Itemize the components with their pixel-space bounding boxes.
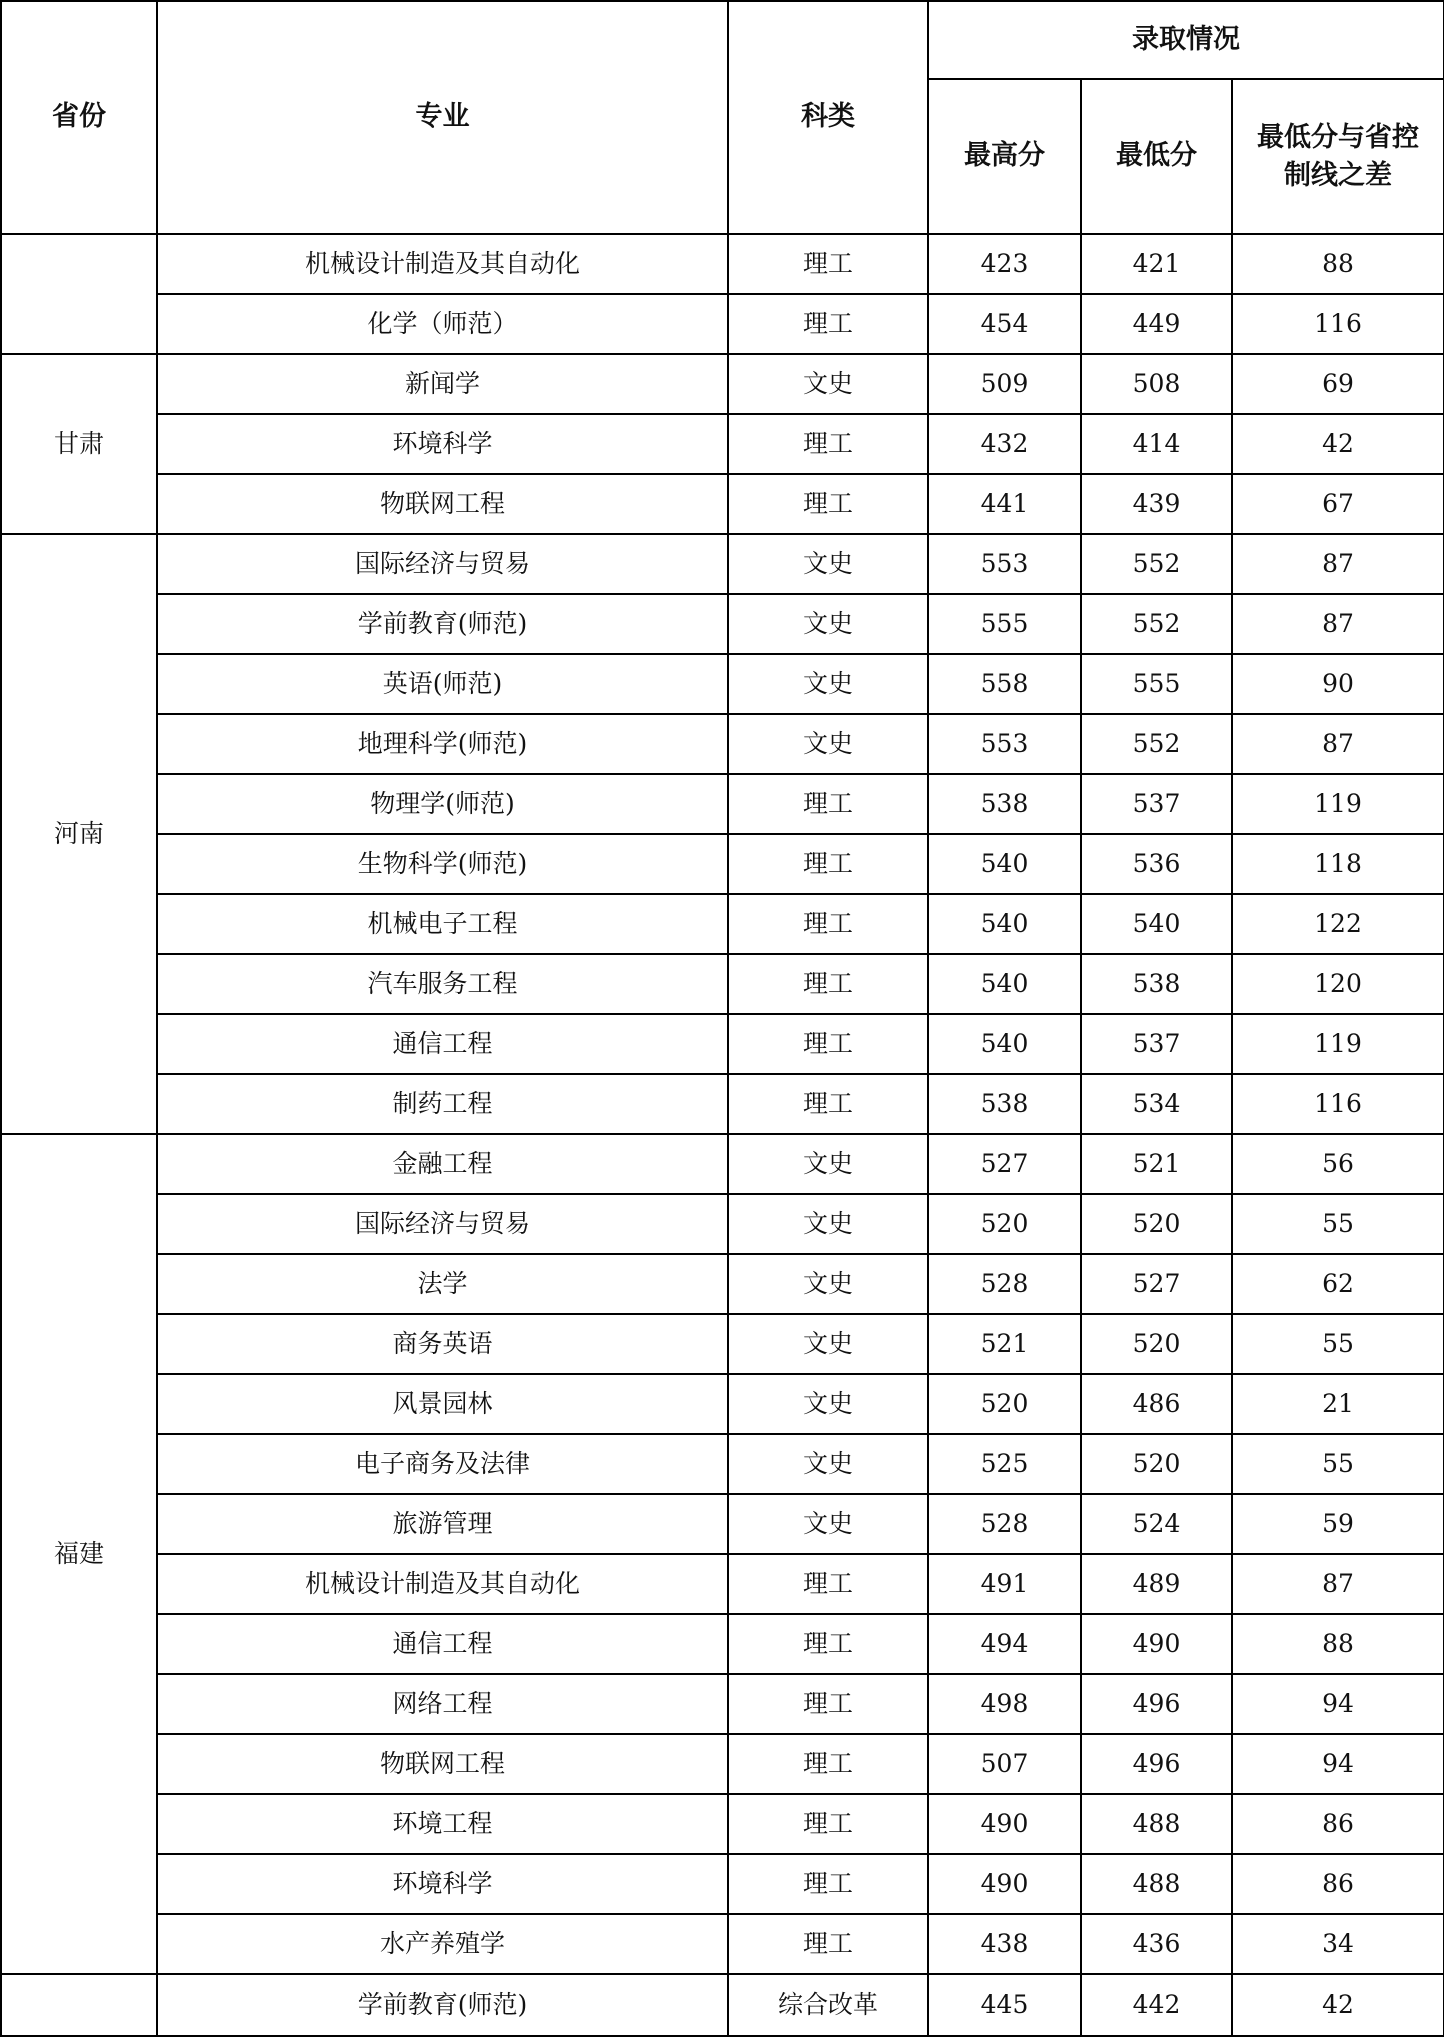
table-row — [1, 534, 1444, 594]
table-row — [1, 954, 1444, 1014]
max-score-cell: 528 — [928, 1494, 1081, 1554]
max-score-cell: 441 — [928, 474, 1081, 534]
major-cell: 商务英语 — [157, 1314, 728, 1374]
category-cell: 综合改革 — [728, 1974, 928, 2036]
category-cell: 文史 — [728, 1314, 928, 1374]
max-score-cell: 525 — [928, 1434, 1081, 1494]
table-row — [1, 474, 1444, 534]
min-score-cell: 436 — [1081, 1914, 1232, 1974]
table-row — [1, 294, 1444, 354]
category-cell: 文史 — [728, 1194, 928, 1254]
min-score-cell: 442 — [1081, 1974, 1232, 2036]
min-diff-cell: 86 — [1232, 1794, 1444, 1854]
min-score-cell: 449 — [1081, 294, 1232, 354]
table-row — [1, 1074, 1444, 1134]
major-cell: 旅游管理 — [157, 1494, 728, 1554]
category-cell: 理工 — [728, 1614, 928, 1674]
max-score-cell: 445 — [928, 1974, 1081, 2036]
max-score-cell: 540 — [928, 894, 1081, 954]
min-score-cell: 489 — [1081, 1554, 1232, 1614]
major-cell: 物理学(师范) — [157, 774, 728, 834]
min-score-cell: 488 — [1081, 1794, 1232, 1854]
min-diff-cell: 119 — [1232, 1014, 1444, 1074]
category-cell: 理工 — [728, 774, 928, 834]
category-cell: 文史 — [728, 594, 928, 654]
category-cell: 理工 — [728, 414, 928, 474]
table-row — [1, 414, 1444, 474]
min-diff-cell: 116 — [1232, 1074, 1444, 1134]
min-score-cell: 540 — [1081, 894, 1232, 954]
min-score-cell: 552 — [1081, 594, 1232, 654]
major-cell: 电子商务及法律 — [157, 1434, 728, 1494]
category-cell: 理工 — [728, 1794, 928, 1854]
min-diff-cell: 56 — [1232, 1134, 1444, 1194]
min-score-cell: 496 — [1081, 1734, 1232, 1794]
header-province: 省份 — [1, 1, 157, 234]
min-score-cell: 534 — [1081, 1074, 1232, 1134]
min-score-cell: 552 — [1081, 714, 1232, 774]
table-row — [1, 1254, 1444, 1314]
category-cell: 理工 — [728, 834, 928, 894]
major-cell: 风景园林 — [157, 1374, 728, 1434]
province-cell: 河南 — [1, 534, 157, 1134]
category-cell: 文史 — [728, 1134, 928, 1194]
table-row — [1, 1434, 1444, 1494]
major-cell: 学前教育(师范) — [157, 594, 728, 654]
major-cell: 国际经济与贸易 — [157, 1194, 728, 1254]
min-score-cell: 527 — [1081, 1254, 1232, 1314]
category-cell: 理工 — [728, 954, 928, 1014]
min-diff-cell: 94 — [1232, 1674, 1444, 1734]
max-score-cell: 540 — [928, 834, 1081, 894]
table-row — [1, 654, 1444, 714]
category-cell: 理工 — [728, 1554, 928, 1614]
category-cell: 理工 — [728, 1914, 928, 1974]
min-score-cell: 537 — [1081, 1014, 1232, 1074]
province-cell — [1, 234, 157, 354]
major-cell: 网络工程 — [157, 1674, 728, 1734]
min-diff-cell: 86 — [1232, 1854, 1444, 1914]
category-cell: 理工 — [728, 294, 928, 354]
min-diff-cell: 62 — [1232, 1254, 1444, 1314]
header-min-diff: 最低分与省控制线之差 — [1232, 79, 1444, 234]
category-cell: 理工 — [728, 1074, 928, 1134]
major-cell: 金融工程 — [157, 1134, 728, 1194]
max-score-cell: 454 — [928, 294, 1081, 354]
major-cell: 通信工程 — [157, 1014, 728, 1074]
min-diff-cell: 87 — [1232, 1554, 1444, 1614]
table-row — [1, 1914, 1444, 1974]
min-score-cell: 538 — [1081, 954, 1232, 1014]
max-score-cell: 438 — [928, 1914, 1081, 1974]
min-score-cell: 524 — [1081, 1494, 1232, 1554]
table-row — [1, 1974, 1444, 2036]
table-row — [1, 1194, 1444, 1254]
min-score-cell: 421 — [1081, 234, 1232, 294]
table-row — [1, 1854, 1444, 1914]
province-cell: 甘肃 — [1, 354, 157, 534]
major-cell: 制药工程 — [157, 1074, 728, 1134]
min-diff-cell: 120 — [1232, 954, 1444, 1014]
min-diff-cell: 88 — [1232, 234, 1444, 294]
category-cell: 文史 — [728, 1374, 928, 1434]
table-row — [1, 1734, 1444, 1794]
major-cell: 环境科学 — [157, 414, 728, 474]
major-cell: 化学（师范） — [157, 294, 728, 354]
min-score-cell: 414 — [1081, 414, 1232, 474]
min-score-cell: 520 — [1081, 1314, 1232, 1374]
min-diff-cell: 118 — [1232, 834, 1444, 894]
min-diff-cell: 67 — [1232, 474, 1444, 534]
province-cell — [1, 1974, 157, 2036]
min-diff-cell: 87 — [1232, 534, 1444, 594]
header-major: 专业 — [157, 1, 728, 234]
min-score-cell: 520 — [1081, 1434, 1232, 1494]
table-row — [1, 1014, 1444, 1074]
max-score-cell: 494 — [928, 1614, 1081, 1674]
category-cell: 理工 — [728, 1674, 928, 1734]
major-cell: 环境科学 — [157, 1854, 728, 1914]
min-score-cell: 496 — [1081, 1674, 1232, 1734]
table-row — [1, 834, 1444, 894]
major-cell: 物联网工程 — [157, 474, 728, 534]
min-score-cell: 490 — [1081, 1614, 1232, 1674]
max-score-cell: 528 — [928, 1254, 1081, 1314]
category-cell: 理工 — [728, 894, 928, 954]
max-score-cell: 553 — [928, 534, 1081, 594]
major-cell: 物联网工程 — [157, 1734, 728, 1794]
table-row — [1, 1614, 1444, 1674]
min-diff-cell: 42 — [1232, 414, 1444, 474]
header-category: 科类 — [728, 1, 928, 234]
min-diff-cell: 55 — [1232, 1434, 1444, 1494]
table-row — [1, 714, 1444, 774]
table-row — [1, 1374, 1444, 1434]
header-min-score: 最低分 — [1081, 79, 1232, 234]
max-score-cell: 538 — [928, 1074, 1081, 1134]
category-cell: 文史 — [728, 534, 928, 594]
category-cell: 理工 — [728, 474, 928, 534]
max-score-cell: 540 — [928, 1014, 1081, 1074]
min-diff-cell: 55 — [1232, 1314, 1444, 1374]
province-cell: 福建 — [1, 1134, 157, 1974]
min-diff-cell: 42 — [1232, 1974, 1444, 2036]
min-diff-cell: 116 — [1232, 294, 1444, 354]
min-diff-cell: 69 — [1232, 354, 1444, 414]
major-cell: 机械电子工程 — [157, 894, 728, 954]
major-cell: 法学 — [157, 1254, 728, 1314]
max-score-cell: 521 — [928, 1314, 1081, 1374]
table-row — [1, 1554, 1444, 1614]
category-cell: 文史 — [728, 1254, 928, 1314]
min-diff-cell: 34 — [1232, 1914, 1444, 1974]
max-score-cell: 527 — [928, 1134, 1081, 1194]
min-score-cell: 536 — [1081, 834, 1232, 894]
max-score-cell: 490 — [928, 1854, 1081, 1914]
min-score-cell: 508 — [1081, 354, 1232, 414]
min-score-cell: 520 — [1081, 1194, 1232, 1254]
min-score-cell: 439 — [1081, 474, 1232, 534]
min-diff-cell: 88 — [1232, 1614, 1444, 1674]
table-row — [1, 354, 1444, 414]
min-diff-cell: 87 — [1232, 594, 1444, 654]
major-cell: 机械设计制造及其自动化 — [157, 1554, 728, 1614]
max-score-cell: 520 — [928, 1194, 1081, 1254]
category-cell: 理工 — [728, 1854, 928, 1914]
max-score-cell: 555 — [928, 594, 1081, 654]
min-diff-cell: 122 — [1232, 894, 1444, 954]
table-row — [1, 234, 1444, 294]
table-row — [1, 1134, 1444, 1194]
major-cell: 汽车服务工程 — [157, 954, 728, 1014]
table-row — [1, 1494, 1444, 1554]
table-row — [1, 1794, 1444, 1854]
major-cell: 机械设计制造及其自动化 — [157, 234, 728, 294]
major-cell: 环境工程 — [157, 1794, 728, 1854]
category-cell: 文史 — [728, 654, 928, 714]
min-diff-cell: 55 — [1232, 1194, 1444, 1254]
max-score-cell: 423 — [928, 234, 1081, 294]
min-diff-cell: 94 — [1232, 1734, 1444, 1794]
major-cell: 英语(师范) — [157, 654, 728, 714]
max-score-cell: 540 — [928, 954, 1081, 1014]
major-cell: 地理科学(师范) — [157, 714, 728, 774]
max-score-cell: 553 — [928, 714, 1081, 774]
max-score-cell: 490 — [928, 1794, 1081, 1854]
min-score-cell: 486 — [1081, 1374, 1232, 1434]
min-score-cell: 537 — [1081, 774, 1232, 834]
max-score-cell: 491 — [928, 1554, 1081, 1614]
table-row — [1, 1674, 1444, 1734]
header-max-score: 最高分 — [928, 79, 1081, 234]
max-score-cell: 538 — [928, 774, 1081, 834]
category-cell: 文史 — [728, 1434, 928, 1494]
major-cell: 新闻学 — [157, 354, 728, 414]
category-cell: 文史 — [728, 1494, 928, 1554]
min-score-cell: 552 — [1081, 534, 1232, 594]
max-score-cell: 432 — [928, 414, 1081, 474]
table-row — [1, 774, 1444, 834]
category-cell: 理工 — [728, 1734, 928, 1794]
min-score-cell: 521 — [1081, 1134, 1232, 1194]
category-cell: 理工 — [728, 234, 928, 294]
min-score-cell: 555 — [1081, 654, 1232, 714]
max-score-cell: 507 — [928, 1734, 1081, 1794]
table-row — [1, 894, 1444, 954]
min-diff-cell: 21 — [1232, 1374, 1444, 1434]
major-cell: 通信工程 — [157, 1614, 728, 1674]
table-row — [1, 594, 1444, 654]
table-row — [1, 1314, 1444, 1374]
header-admission: 录取情况 — [928, 1, 1444, 79]
min-diff-cell: 119 — [1232, 774, 1444, 834]
max-score-cell: 498 — [928, 1674, 1081, 1734]
table-body — [1, 234, 1444, 2036]
min-diff-cell: 90 — [1232, 654, 1444, 714]
major-cell: 国际经济与贸易 — [157, 534, 728, 594]
max-score-cell: 509 — [928, 354, 1081, 414]
max-score-cell: 558 — [928, 654, 1081, 714]
category-cell: 理工 — [728, 1014, 928, 1074]
min-diff-cell: 59 — [1232, 1494, 1444, 1554]
min-diff-cell: 87 — [1232, 714, 1444, 774]
max-score-cell: 520 — [928, 1374, 1081, 1434]
major-cell: 水产养殖学 — [157, 1914, 728, 1974]
major-cell: 学前教育(师范) — [157, 1974, 728, 2036]
major-cell: 生物科学(师范) — [157, 834, 728, 894]
min-score-cell: 488 — [1081, 1854, 1232, 1914]
category-cell: 文史 — [728, 714, 928, 774]
category-cell: 文史 — [728, 354, 928, 414]
